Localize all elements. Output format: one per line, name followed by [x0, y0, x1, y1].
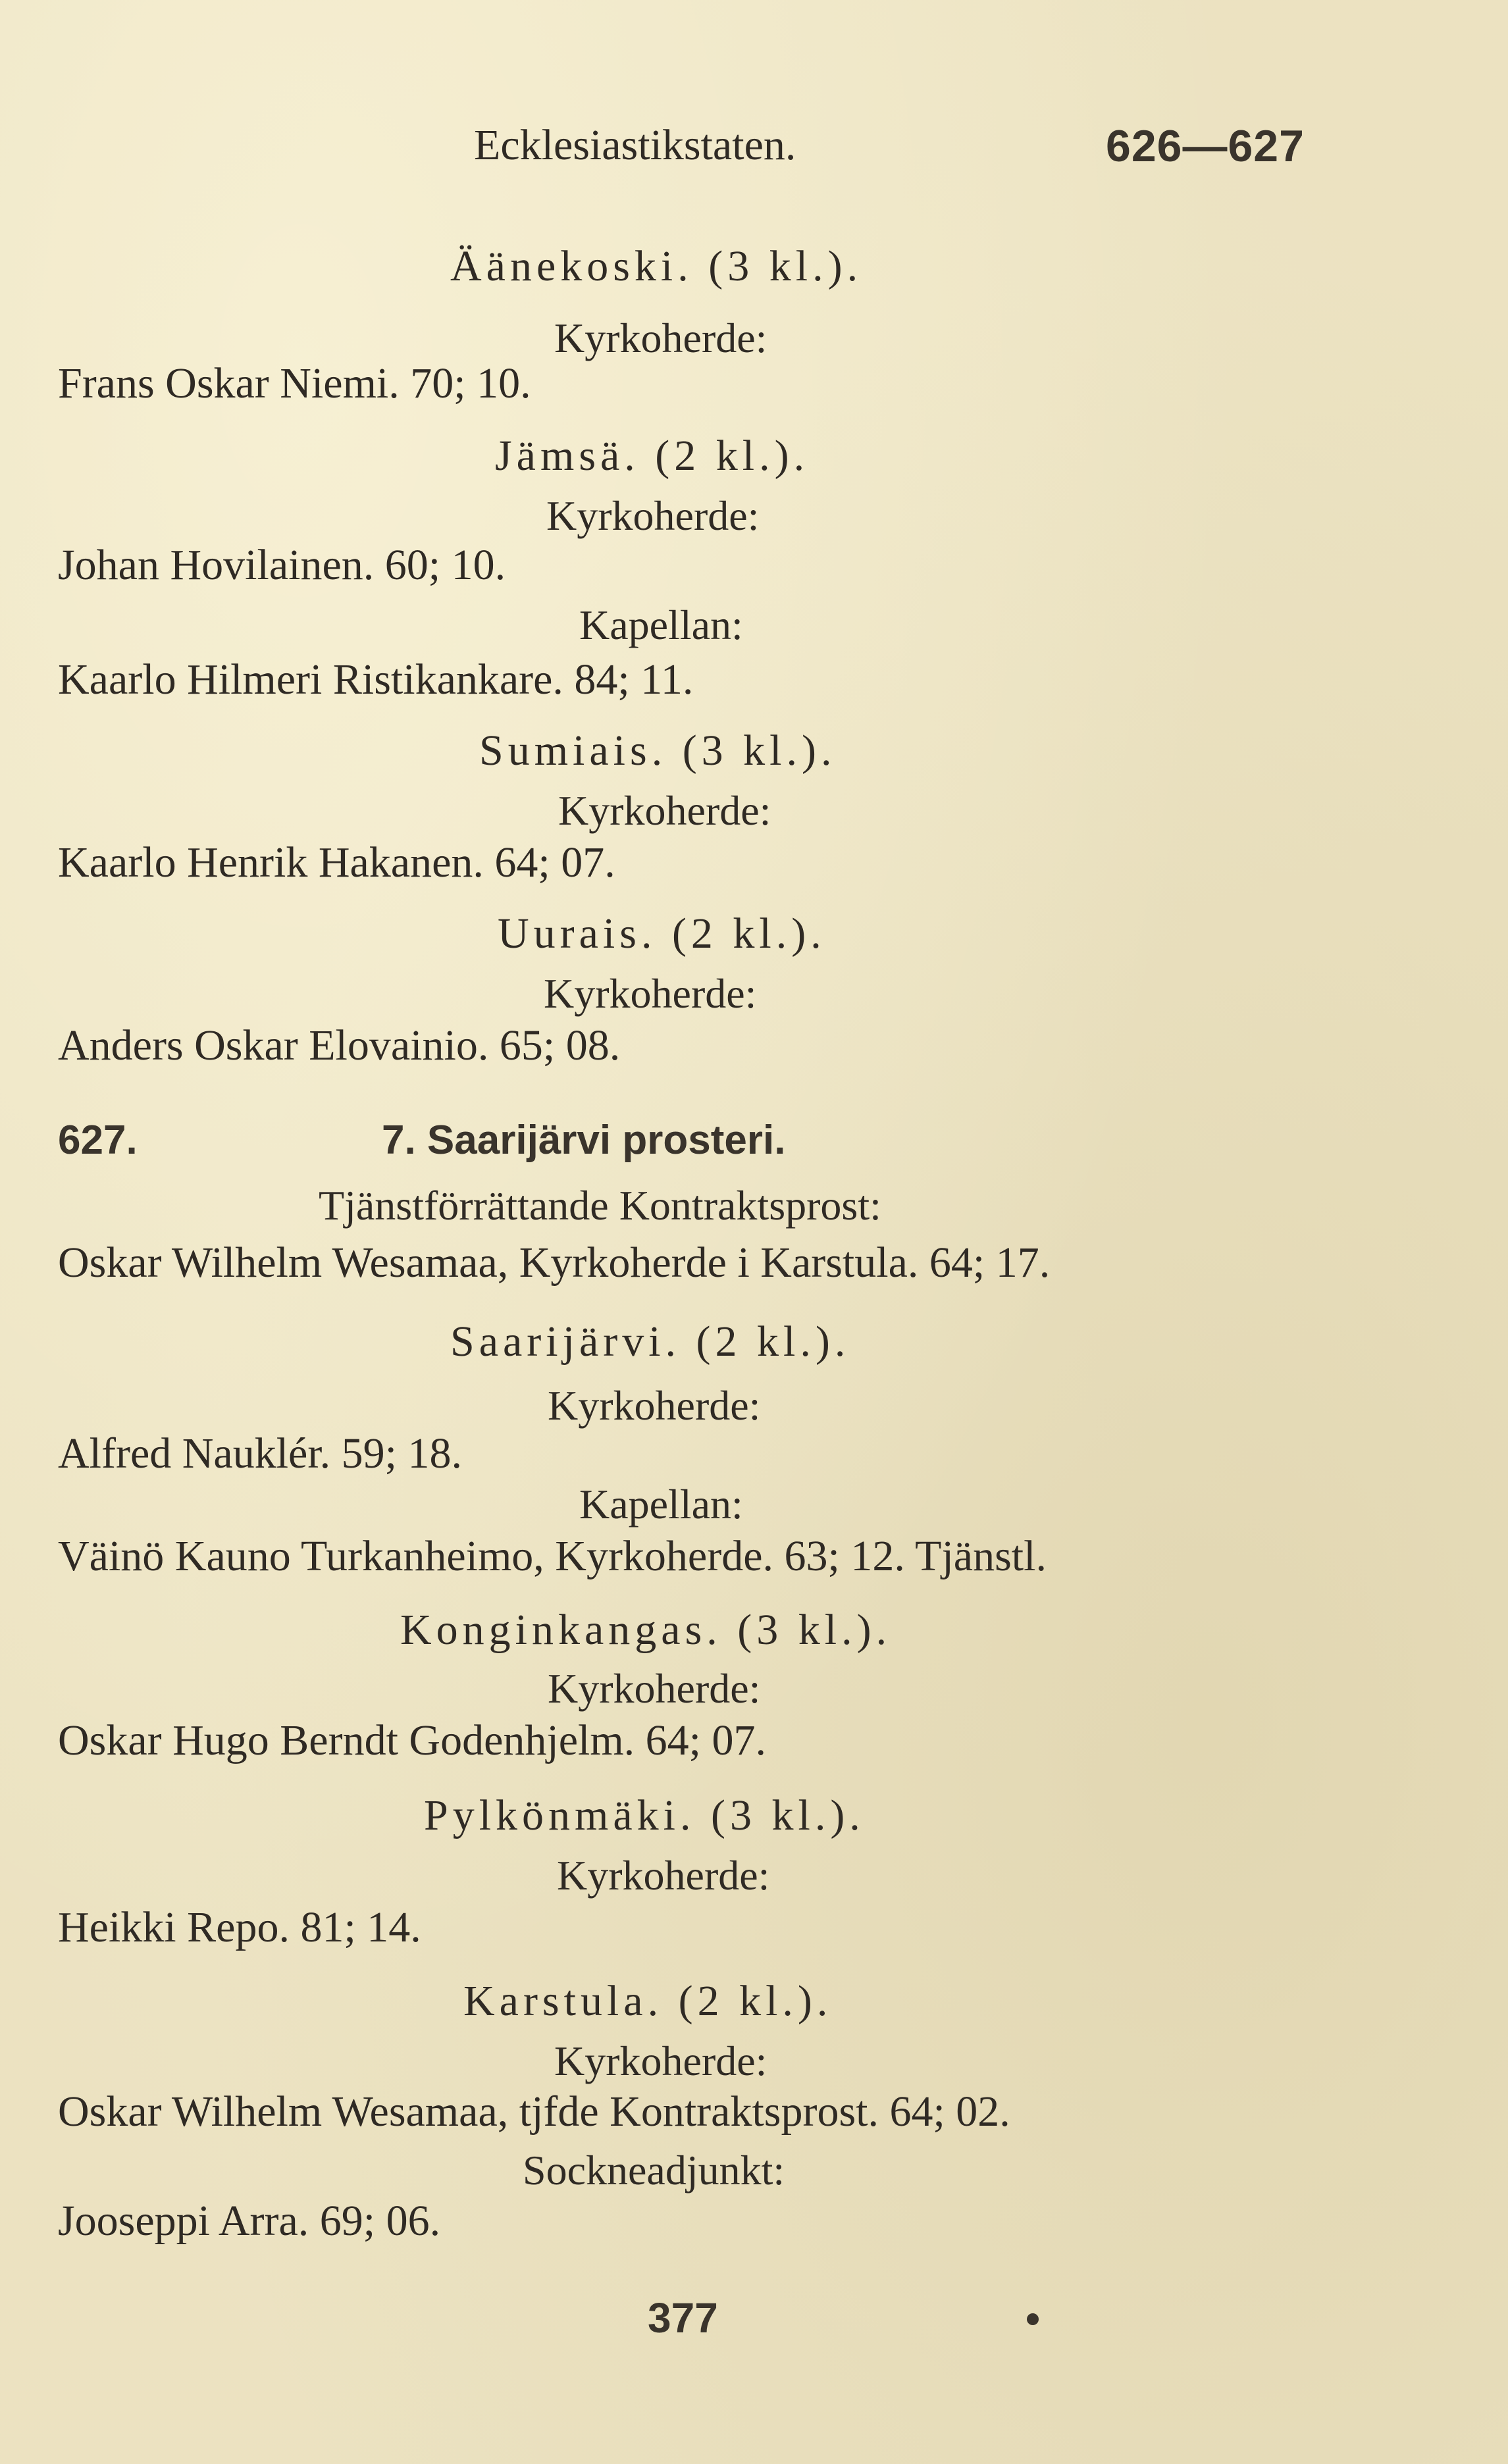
- role-label: Kyrkoherde:: [546, 492, 760, 539]
- role-label: Kyrkoherde:: [554, 315, 767, 361]
- role-label: Kyrkoherde:: [554, 2038, 767, 2084]
- person-entry: Jooseppi Arra. 69; 06.: [58, 2197, 441, 2245]
- role-label: Kyrkoherde:: [548, 1665, 761, 1712]
- role-label: Tjänstförrättande Kontraktsprost:: [319, 1182, 881, 1229]
- person-entry: Väinö Kauno Turkanheimo, Kyrkoherde. 63; 12. Tjänstl.: [58, 1532, 1047, 1580]
- role-label: Kyrkoherde:: [548, 1382, 761, 1429]
- section-number: 627.: [58, 1117, 138, 1163]
- person-entry: Alfred Nauklér. 59; 18.: [58, 1429, 463, 1477]
- role-label: Kyrkoherde:: [558, 787, 771, 834]
- person-entry: Kaarlo Henrik Hakanen. 64; 07.: [58, 838, 615, 886]
- person-entry: Frans Oskar Niemi. 70; 10.: [58, 359, 531, 407]
- role-label: Kyrkoherde:: [544, 970, 757, 1017]
- person-entry: Kaarlo Hilmeri Ristikankare. 84; 11.: [58, 655, 694, 704]
- parish-heading: Jämsä. (2 kl.).: [495, 432, 810, 480]
- parish-heading: Karstula. (2 kl.).: [463, 1977, 833, 2025]
- person-entry: Heikki Repo. 81; 14.: [58, 1903, 421, 1951]
- section-heading: 7. Saarijärvi prosteri.: [382, 1117, 786, 1163]
- parish-heading: Saarijärvi. (2 kl.).: [450, 1318, 850, 1366]
- person-entry: Oskar Wilhelm Wesamaa, tjfde Kontraktsprost. 64; 02.: [58, 2088, 1010, 2136]
- parish-heading: Sumiais. (3 kl.).: [479, 727, 837, 775]
- person-entry: Oskar Hugo Berndt Godenhjelm. 64; 07.: [58, 1716, 767, 1764]
- parish-heading: Uurais. (2 kl.).: [498, 910, 826, 958]
- parish-heading: Pylkönmäki. (3 kl.).: [424, 1791, 865, 1839]
- page-range: 626—627: [1106, 121, 1305, 171]
- person-entry: Johan Hovilainen. 60; 10.: [58, 541, 506, 589]
- ink-dot: [1027, 2313, 1039, 2325]
- page-number: 377: [648, 2294, 718, 2342]
- person-entry: Anders Oskar Elovainio. 65; 08.: [58, 1021, 621, 1069]
- role-label: Kapellan:: [579, 602, 743, 648]
- role-label: Sockneadjunkt:: [523, 2147, 785, 2194]
- parish-heading: Äänekoski. (3 kl.).: [450, 242, 863, 290]
- role-label: Kyrkoherde:: [557, 1852, 770, 1899]
- parish-heading: Konginkangas. (3 kl.).: [400, 1606, 892, 1654]
- person-entry: Oskar Wilhelm Wesamaa, Kyrkoherde i Karstula. 64; 17.: [58, 1239, 1051, 1287]
- role-label: Kapellan:: [579, 1481, 743, 1527]
- running-head-title: Ecklesiastikstaten.: [474, 121, 796, 169]
